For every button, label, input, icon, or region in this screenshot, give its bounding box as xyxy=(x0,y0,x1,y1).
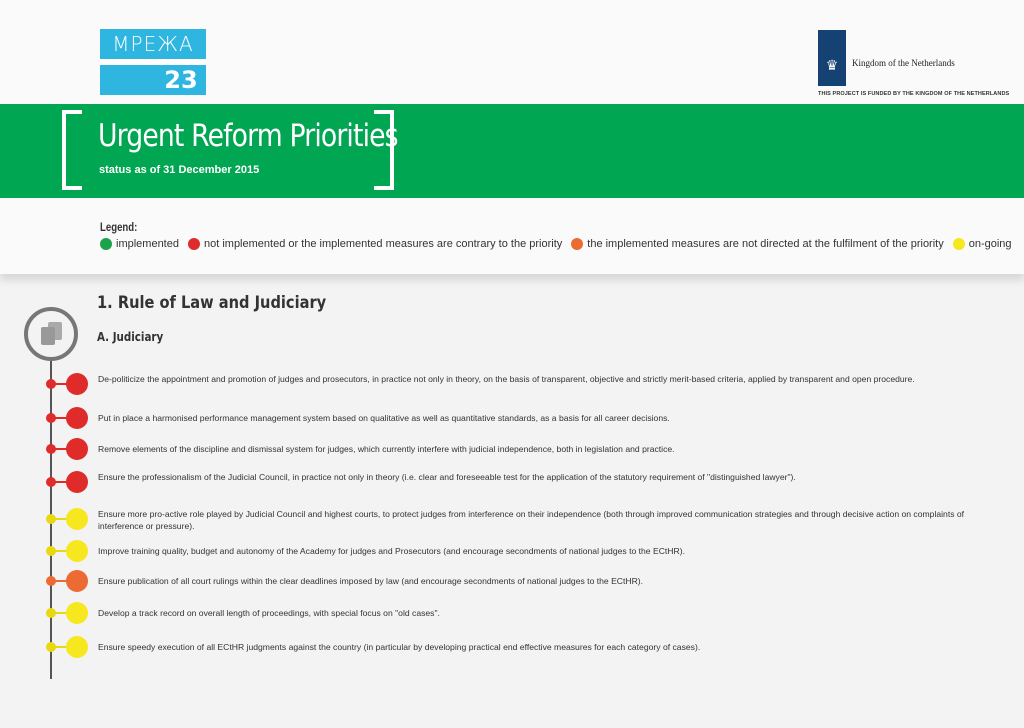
status-dot-icon xyxy=(66,602,88,624)
sponsor-logo xyxy=(818,30,1010,100)
priority-text: Ensure publication of all court rulings within the clear deadlines imposed by law (and encourage secondments of national judges to the ECtHR). xyxy=(98,576,644,586)
legend-item xyxy=(100,238,179,250)
netherlands-flag xyxy=(818,30,846,86)
section-title: 1. Rule of Law and Judiciary xyxy=(97,293,327,313)
priority-text: De-politicize the appointment and promotion of judges and prosecutors, in practice not only in theory, on the basis of transparent, objective and strictly merit-based criteria, applied by transparent and open procedure. xyxy=(98,374,915,384)
legend xyxy=(0,198,1024,274)
legend-items xyxy=(100,238,1021,250)
page-subtitle: status as of 31 December 2015 xyxy=(99,164,260,176)
status-dot-icon xyxy=(188,238,200,250)
status-dot-icon xyxy=(66,540,88,562)
status-dot-icon xyxy=(66,438,88,460)
legend-item xyxy=(188,238,562,250)
sponsor-note: THIS PROJECT IS FUNDED BY THE KINGDOM OF THE NETHERLANDS xyxy=(818,91,1010,97)
status-dot-icon xyxy=(66,636,88,658)
status-dot-icon xyxy=(953,238,965,250)
left-bracket xyxy=(62,110,82,190)
legend-label: the implemented measures are not directed at the fulfilment of the priority xyxy=(587,238,944,250)
legend-label: not implemented or the implemented measures are contrary to the priority xyxy=(203,238,563,250)
header xyxy=(0,0,1024,104)
priority-text: Ensure the professionalism of the Judicial Council, in practice not only in theory (i.e. clear and foreseeable test for the application of the statutory requirement of "distinguished lawyer"). xyxy=(98,472,796,482)
legend-item xyxy=(571,238,943,250)
sponsor-name: Kingdom of the Netherlands xyxy=(852,58,955,68)
legend-label: on-going xyxy=(968,238,1012,250)
priority-text: Remove elements of the discipline and dismissal system for judges, which currently interfere with judicial independence, both in legislation and practice. xyxy=(98,444,675,454)
priority-text: Improve training quality, budget and autonomy of the Academy for judges and Prosecutors (and encourage secondments of national judges to the ECtHR). xyxy=(98,546,685,556)
documents-icon xyxy=(24,307,78,361)
priority-text: Develop a track record on overall length of proceedings, with special focus on "old cases". xyxy=(98,608,440,618)
status-dot-icon xyxy=(571,238,583,250)
page-title: Urgent Reform Priorities xyxy=(98,118,398,154)
legend-label: implemented xyxy=(116,238,179,250)
logo-top-text: МРЕЖА xyxy=(100,29,206,59)
priority-text: Put in place a harmonised performance management system based on qualitative as well as quantitative standards, as a basis for all career decisions. xyxy=(98,413,670,423)
logo-number: 23 xyxy=(164,66,198,94)
status-dot-icon xyxy=(66,373,88,395)
crest-icon: ♛ xyxy=(825,57,839,73)
subsection-title: A. Judiciary xyxy=(97,330,164,344)
status-dot-icon xyxy=(66,570,88,592)
legend-title: Legend: xyxy=(100,220,138,234)
status-dot-icon xyxy=(66,471,88,493)
priority-text: Ensure more pro-active role played by Judicial Council and highest courts, to protect judges from interference on their independence (both through improved communication strategies and through decisive action on complaints of interference or pressure). xyxy=(98,509,965,531)
status-dot-icon xyxy=(66,508,88,530)
status-dot-icon xyxy=(66,407,88,429)
priority-text: Ensure speedy execution of all ECtHR judgments against the country (in particular by developing practical end effective measures for each category of cases). xyxy=(98,642,701,652)
mreza23-logo xyxy=(100,29,206,95)
title-banner xyxy=(0,104,1024,198)
status-dot-icon xyxy=(100,238,112,250)
legend-item xyxy=(953,238,1012,250)
